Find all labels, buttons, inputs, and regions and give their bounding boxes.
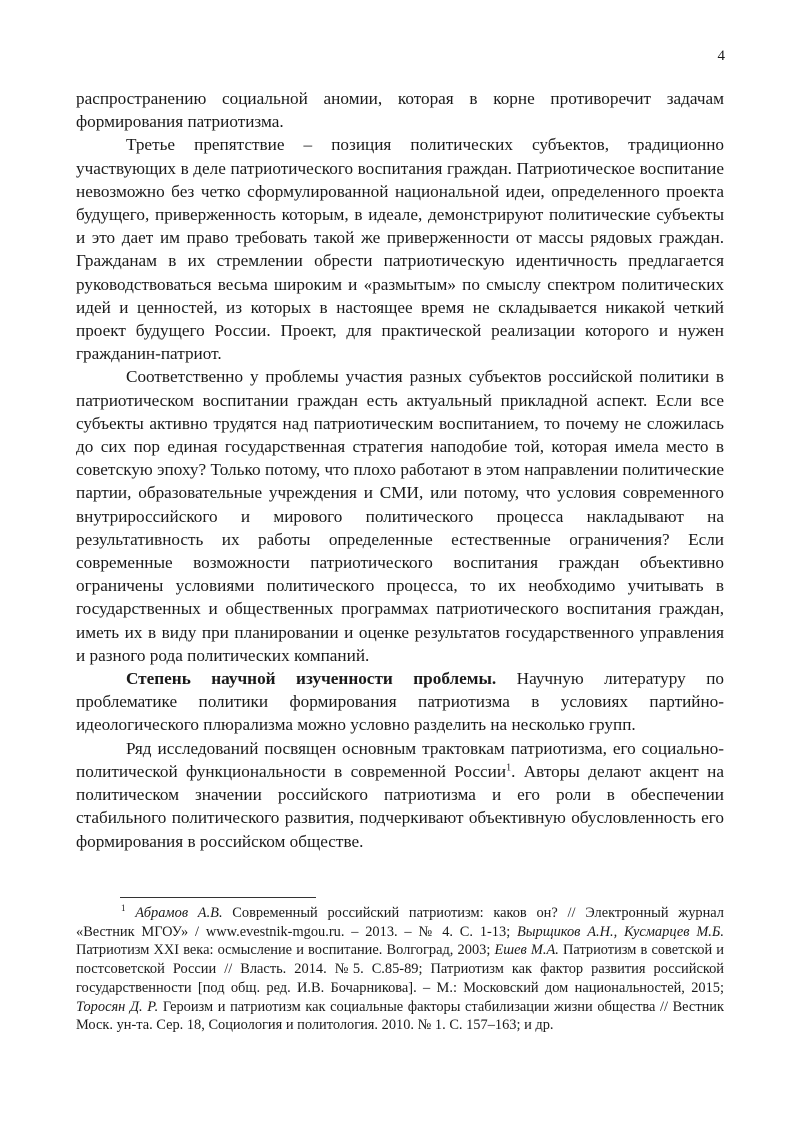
paragraph: распространению социальной аномии, которая в корне противоречит задачам формирования патриотизма. <box>76 89 724 132</box>
footnote-author: Абрамов А.В. <box>135 905 223 921</box>
footnote-citation: Патриотизм в советской и постсоветской России // Власть. 2014. №5. С.85-89; Патриотизм как фактор развития российской государственности [под общ. ред. И.В. Бочарникова]. – М.: Московский дом национальностей, 2015; <box>76 942 724 996</box>
paragraph: Третье препятствие – позиция политических субъектов, традиционно участвующих в деле патриотического воспитания граждан. Патриотическое воспитание невозможно без четко сформулированной национальной идеи, определенного проекта будущего, приверженность которым, в идеале, демонстрируют политические субъекты и это дает им право требовать такой же приверженности от массы рядовых граждан. Гражданам в их стремлении обрести патриотическую идентичность предлагается руководствоваться весьма широким и «размытым» по смыслу спектром политических идей и ценностей, из которых в настоящее время не складывается никакой четкий проект будущего России. Проект, для практической реализации которого и нужен гражданин-патриот. <box>76 135 724 364</box>
footnote-separator <box>120 897 316 898</box>
footnote-citation: Современный российский патриотизм: каков он? // Электронный журнал «Вестник МГОУ» / www.evestnik-mgou.ru. – 2013. – № 4. С. 1-13; <box>76 905 724 940</box>
footnote-mark: 1 <box>121 903 126 914</box>
paragraph-text: Ряд исследований посвящен основным трактовкам патриотизма, его социально-политической функциональности в современной России <box>76 738 724 781</box>
footnote-author: Ешев М.А. <box>494 942 559 959</box>
footnote-citation: Патриотизм XXI века: осмысление и воспитание. Волгоград, 2003; <box>76 942 495 959</box>
paragraph: Соответственно у проблемы участия разных субъектов российской политики в патриотическом воспитании граждан есть актуальный прикладной аспект. Если все субъекты активно трудятся над патриотическим воспитанием, то почему не сложилась до сих пор единая государственная стратегия наподобие той, которая имела место в советскую эпоху? Только потому, что плохо работают в этом направлении политические партии, образовательные учреждения и СМИ, или потому, что условия современного внутрироссийского и мирового политического процесса накладывают на результативность их работы определенные естественные ограничения? Если современные возможности патриотического воспитания граждан объективно ограничены условиями политического процесса, то их необходимо учитывать в государственных и общественных программах патриотического воспитания граждан, иметь их в виду при планировании и оценке результатов государственного управления и разного рода политических компаний. <box>76 367 724 665</box>
footnote-reference[interactable]: 1 <box>506 762 512 774</box>
footnote-citation: Героизм и патриотизм как социальные факторы стабилизации жизни общества // Вестник Моск. ун-та. Сер. 18, Социология и политология. 2010. № 1. С. 157–163; и др. <box>76 998 724 1034</box>
footnote <box>76 904 724 1035</box>
paragraph-text: . Авторы делают акцент на политическом значении российского патриотизма и его роли в обеспечении стабильного политического развития, подчеркивают объективную обусловленность его формирования в российском обществе. <box>76 761 724 851</box>
section-heading: Степень научной изученности проблемы. <box>126 669 497 689</box>
main-text <box>76 87 724 853</box>
page-number: 4 <box>717 48 725 64</box>
paragraph-text: Научную литературу по проблематике политики формирования патриотизма в условиях партийно-идеологического плюрализма можно условно разделить на несколько групп. <box>76 669 724 735</box>
footnote-text <box>76 904 724 1035</box>
footnote-author: Вырщиков А.Н., Кусмарцев М.Б. <box>517 923 724 940</box>
paragraph <box>76 737 724 853</box>
paragraph <box>76 667 724 737</box>
footnote-author: Торосян Д. Р. <box>76 998 159 1015</box>
